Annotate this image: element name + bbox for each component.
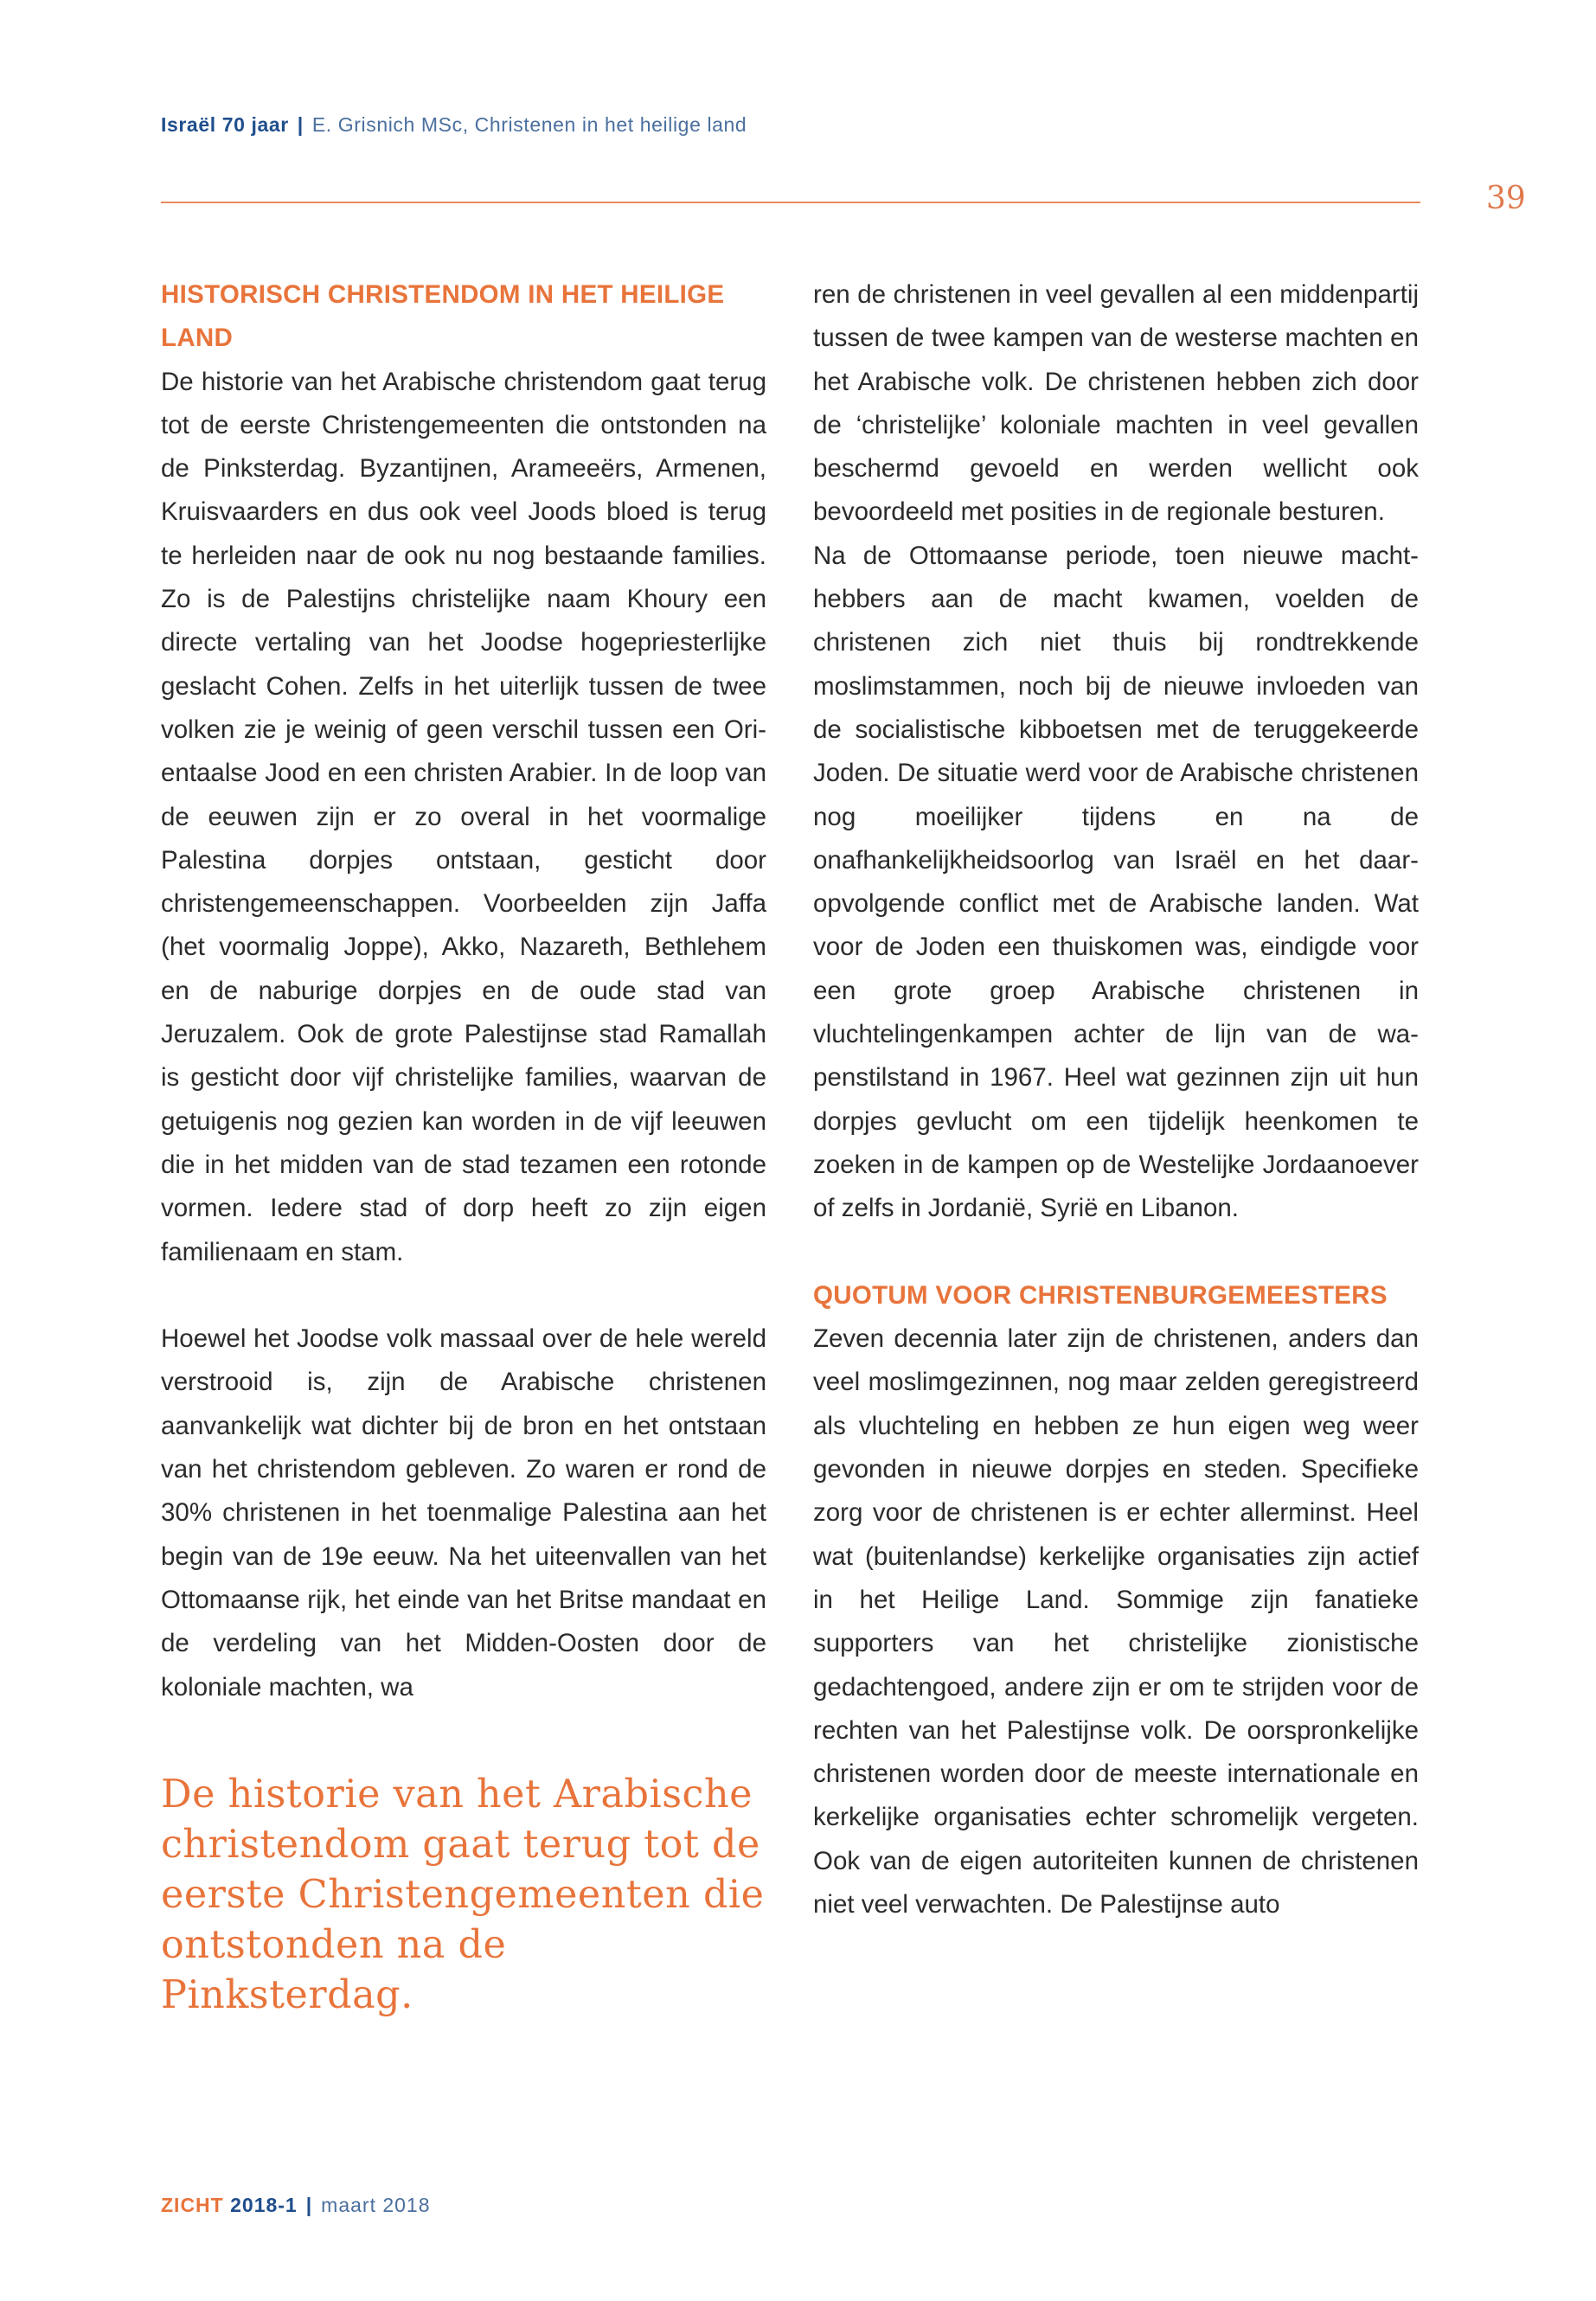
body-paragraph: Na de Ottomaanse periode, toen nieuwe machthebbers aan de macht kwamen, voelden de christenen zich niet thuis bij rondtrekkende moslimstammen, noch bij de nieuwe invloeden van de socialistische kibboetsen met de teruggekeerde Joden. De situatie werd voor de Arabische christenen nog moeilijker tijdens en na de onafhankelijkheidsoorlog van Israël en het daaropvolgende conflict met de Arabische landen. Wat voor de Joden een thuiskomen was, eindigde voor een grote groep Arabische christenen in vluchtelingenkampen achter de lijn van de wapenstilstand in 1967. Heel wat gezinnen zijn uit hun dorpjes gevlucht om een tijdelijk heenkomen te zoeken in de kampen op de Westelijke Jordaanoever of zelfs in Jordanië, Syrië en Libanon. [813,541,1419,1223]
section-heading-quotum: QUOTUM VOOR CHRISTENBURGEMEESTERS [813,1280,1388,1310]
body-paragraph: Zeven decennia later zijn de christenen, anders dan veel moslimgezinnen, nog maar zelden geregistreerd als vluchteling en hebben ze hun eigen weg weer gevonden in nieuwe dorpjes en steden. Specifieke zorg voor de christenen is er echter allerminst. Heel wat (buitenlandse) kerkelijke organisaties zijn actief in het Heilige Land. Sommige zijn fanatieke supporters van het christelijke zionistische gedachtengoed, andere zijn er om te strijden voor de rechten van het Palestijnse volk. De oorspronkelijke christenen worden door de meeste internationale en kerkelijke organisaties echter schromelijk vergeten. Ook van de eigen autoriteiten kunnen de christenen niet veel verwachten. De Palestijnse auto [813,1324,1419,1919]
pull-quote: De historie van het Arabische christendom gaat terug tot de eerste Christengemeenten die ontstonden na de Pinksterdag. [161,1772,765,2017]
footer-issue: 2018-1 [230,2194,298,2216]
paragraph-spacer [161,1274,766,1317]
footer-separator: | [305,2194,313,2216]
header-divider [161,202,1420,203]
running-header [161,113,747,137]
page-number: 39 [1486,181,1526,216]
footer-magazine: ZICHT [161,2194,224,2216]
header-separator: | [297,113,304,136]
body-paragraph: ren de christenen in veel gevallen al een middenpartij tussen de twee kampen van de westerse machten en het Arabische volk. De christenen hebben zich door de ‘christelijke’ koloniale machten in veel gevallen beschermd gevoeld en werden wellicht ook bevoordeeld met posities in de regionale besturen. [813,280,1419,527]
paragraph-spacer [813,1231,1419,1274]
page-footer [161,2194,431,2217]
section-heading-historisch: HISTORISCH CHRISTENDOM IN HET HEILIGE LAND [161,280,725,353]
body-paragraph: Hoewel het Joodse volk massaal over de hele wereld verstrooid is, zijn de Arabische christenen aanvankelijk wat dichter bij de bron en het ontstaan van het christendom gebleven. Zo waren er rond de 30% christenen in het toenmalige Palestina aan het begin van de 19e eeuw. Na het uiteenvallen van het Ottomaanse rijk, het einde van het Britse mandaat en de verdeling van het Midden-Oosten door de koloniale machten, wa [161,1324,766,1702]
right-column [813,273,1419,1926]
header-magazine-title: Israël 70 jaar [161,113,289,136]
body-paragraph: De historie van het Arabische christendom gaat terug tot de eerste Christengemeenten die ontstonden na de Pinksterdag. Byzantijnen, Arameeërs, Armenen, Kruisvaarders en dus ook veel Joods bloed is terug te herleiden naar de ook nu nog bestaande families. Zo is de Palestijns christelijke naam Khoury een directe vertaling van het Joodse hogepriesterlijke geslacht Cohen. Zelfs in het uiterlijk tussen de twee volken zie je weinig of geen verschil tussen een Orientaalse Jood en een christen Arabier. In de loop van de eeuwen zijn er zo overal in het voormalige Palestina dorpjes ontstaan, gesticht door christengemeenschappen. Voorbeelden zijn Jaffa (het voormalig Joppe), Akko, Nazareth, Bethlehem en de naburige dorpjes en de oude stad van Jeruzalem. Ook de grote Palestijnse stad Ramallah is gesticht door vijf christelijke families, waarvan de getuigenis nog gezien kan worden in de vijf leeuwen die in het midden van de stad tezamen een rotonde vormen. Iedere stad of dorp heeft zo zijn eigen familienaam en stam. [161,367,766,1266]
header-article-title: E. Grisnich MSc, Christenen in het heilige land [311,113,747,136]
left-column [161,273,766,2021]
footer-date: maart 2018 [321,2194,431,2216]
